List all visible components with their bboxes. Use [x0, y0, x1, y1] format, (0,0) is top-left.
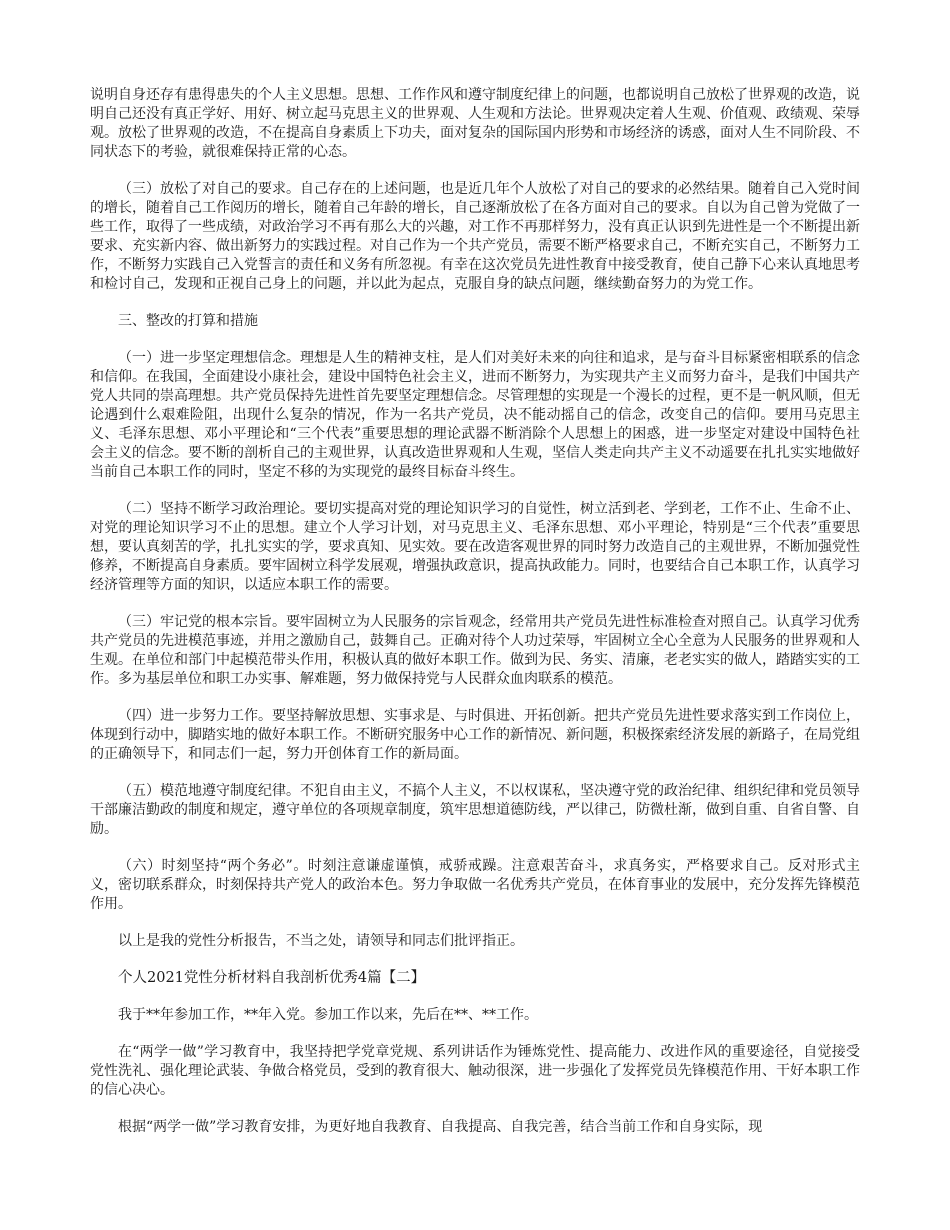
paragraph-conclusion: 以上是我的党性分析报告，不当之处，请领导和同志们批评指正。: [118, 933, 524, 949]
paragraph-measure-1-ideals: （一）进一步坚定理想信念。理想是人生的精神支柱，是人们对美好未来的向往和追求，是与奋斗目标紧密相联系的信念和信仰。在我国，全面建设小康社会，建设中国特色社会主义，进而不断努力，为实现共产主义而努力奋斗，是我们中国共产党人共同的崇高理想。共产党员保持先进性首先要坚定理想信念。尽管理想的实现是一个漫长的过程，更不是一帆风顺，但无论遇到什么艰难险阻，出现什么复杂的情况，作为一名共产党员，决不能动摇自己的信念，改变自己的信仰。要用马克思主义、毛泽东思想、邓小平理论和“三个代表”重要思想的理论武器不断消除个人思想上的困惑，进一步坚定对建设中国特色社会主义的信念。要不断的剖析自己的主观世界，认真改造世界观和人生观，坚信人类走向共产主义不动遥要在扎扎实实地做好当前自己本职工作的同时，坚定不移的为实现党的最终目标奋斗终生。: [90, 350, 860, 480]
paragraph-worldview: 说明自身还存有患得患失的个人主义思想。思想、工作作风和遵守制度纪律上的问题，也都说明自己放松了世界观的改造，说明自己还没有真正学好、用好、树立起马克思主义的世界观、人生观和方法论。世界观决定着人生观、价值观、政绩观、荣辱观。放松了世界观的改造，不在提高自身素质上下功夫，面对复杂的国际国内形势和市场经济的诱惑，面对人生不同阶段、不同状态下的考验，就很难保持正常的心态。: [90, 87, 860, 160]
paragraph-measure-5-discipline: （五）模范地遵守制度纪律。不犯自由主义，不搞个人主义，不以权谋私，坚决遵守党的政治纪律、组织纪律和党员领导干部廉洁勤政的制度和规定，遵守单位的各项规章制度，筑牢思想道德防线，严以律己，防微杜渐，做到自重、自省自警、自励。: [90, 783, 860, 837]
paragraph-section-3-relaxed-requirements: （三）放松了对自己的要求。自己存在的上述问题，也是近几年个人放松了对自己的要求的必然结果。随着自己入党时间的增长，随着自己工作阅历的增长，随着自己年龄的增长，自己逐渐放松了在各方面对自己的要求。自以为自己曾为党做了一些工作，取得了一些成绩，对政治学习不再有那么大的兴趣，对工作不再那样努力，没有真正认识到先进性是一个不断提出新要求、充实新内容、做出新努力的实践过程。对自己作为一个共产党员，需要不断严格要求自己，不断充实自己，不断努力工作，不断努力实践自己入党誓言的责任和义务有所忽视。有幸在这次党员先进性教育中接受教育，使自己静下心来认真地思考和检讨自己，发现和正视自己身上的问题，并以此为起点，克服自身的缺点问题，继续勤奋努力的为党工作。: [90, 181, 860, 292]
paragraph-intro-work-history: 我于**年参加工作，**年入党。参加工作以来，先后在**、**工作。: [118, 1007, 538, 1023]
paragraph-measure-3-purpose: （三）牢记党的根本宗旨。要牢固树立为人民服务的宗旨观念，经常用共产党员先进性标准检查对照自己。认真学习优秀共产党员的先进模范事迹，并用之激励自己，鼓舞自己。正确对待个人功过荣辱，牢固树立全心全意为人民服务的世界观和人生观。在单位和部门中起模范带头作用，积极认真的做好本职工作。做到为民、务实、清廉，老老实实的做人，踏踏实实的工作。多为基层单位和职工办实事、解难题，努力做保持党与人民群众血肉联系的模范。: [90, 614, 860, 687]
paragraph-measure-6-two-musts: （六）时刻坚持“两个务必”。时刻注意谦虚谨慎，戒骄戒躁。注意艰苦奋斗，求真务实，严格要求自己。反对形式主义，密切联系群众，时刻保持共产党人的政治本色。努力争取做一名优秀共产党员，在体育事业的发展中，充分发挥先锋模范作用。: [90, 858, 860, 912]
heading-rectification-plan: 三、整改的打算和措施: [118, 313, 258, 329]
paragraph-two-studies-one-action: 在“两学一做”学习教育中，我坚持把学党章党规、系列讲话作为锤炼党性、提高能力、改进作风的重要途径，自觉接受党性洗礼、强化理论武装、争做合格党员，受到的教育很大、触动很深，进一步强化了发挥党员先锋模范作用、干好本职工作的信心决心。: [90, 1044, 860, 1098]
paragraph-measure-4-work: （四）进一步努力工作。要坚持解放思想、实事求是、与时俱进、开拓创新。把共产党员先进性要求落实到工作岗位上，体现到行动中，脚踏实地的做好本职工作。不断研究服务中心工作的新情况、新问题，积极探索经济发展的新路子，在局党组的正确领导下，和同志们一起，努力开创体育工作的新局面。: [90, 708, 860, 762]
paragraph-measure-2-study: （二）坚持不断学习政治理论。要切实提高对党的理论知识学习的自觉性，树立活到老、学到老，工作不止、生命不止、对党的理论知识学习不止的思想。建立个人学习计划，对马克思主义、毛泽东思想、邓小平理论，特别是“三个代表”重要思想，要认真刻苦的学，扎扎实实的学，要求真知、见实效。要在改造客观世界的同时努力改造自己的主观世界，不断加强党性修养，不断提高自身素质。要牢固树立科学发展观，增强执政意识，提高执政能力。同时，也要结合自己本职工作，认真学习经济管理等方面的知识，以适应本职工作的需要。: [90, 501, 860, 593]
paragraph-arrangement: 根据“两学一做”学习教育安排，为更好地自我教育、自我提高、自我完善，结合当前工作和自身实际，现: [118, 1119, 763, 1135]
section-title-part-two: 个人2021党性分析材料自我剖析优秀4篇【二】: [118, 970, 426, 986]
document-page: [90, 86, 860, 1137]
